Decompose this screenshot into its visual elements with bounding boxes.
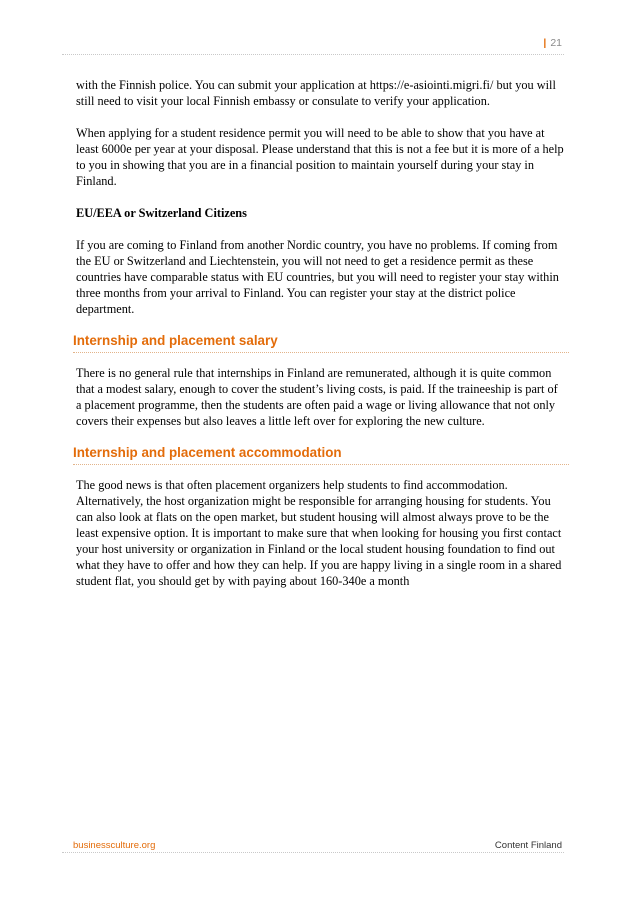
footer-section-title: Content Finland: [494, 840, 562, 851]
page-number-value: 21: [550, 37, 562, 49]
document-body: [73, 77, 566, 605]
header-rule: [62, 54, 564, 55]
paragraph-intro-2: When applying for a student residence permit you will need to be able to show that you have at least 6000e per year at your disposal. Please understand that this is not a fee but it is more of a help to you in showing that you are in a financial position to maintain yourself during your stay in Finland.: [76, 126, 564, 188]
footer-site-link[interactable]: businessculture.org: [73, 840, 156, 851]
footer-rule: [62, 852, 564, 853]
paragraph-intro-1: with the Finnish police. You can submit your application at https://e-asiointi.migri.fi/ but you will still need to visit your local Finnish embassy or consulate to verify your application.: [76, 78, 556, 108]
page-number-separator: |: [543, 37, 547, 49]
accommodation-paragraph: The good news is that often placement organizers help students to find accommodation. Alternatively, the host organization might be responsible for arranging housing for students. You can also look at flats on the open market, but student housing will almost always prove to be the least expensive option. It is important to make sure that when looking for housing you first contact your host university or organization in Finland or the local student housing foundation to find out what they have to offer and how they can help. If you are happy living in a single room in a shared student flat, you should get by with paying about 160-340e a month: [76, 478, 562, 588]
page-number: [543, 37, 562, 49]
eu-heading: EU/EEA or Switzerland Citizens: [76, 206, 247, 220]
accommodation-heading: Internship and placement accommodation: [73, 445, 569, 465]
salary-paragraph: There is no general rule that internships in Finland are remunerated, although it is quite common that a modest salary, enough to cover the student’s living costs, is paid. If the traineeship is part of a placement programme, then the students are often paid a wage or living allowance that not only covers their expenses but also leaves a little left over for exploring the new culture.: [76, 366, 558, 428]
salary-heading: Internship and placement salary: [73, 333, 569, 353]
eu-paragraph: If you are coming to Finland from another Nordic country, you have no problems. If coming from the EU or Switzerland and Liechtenstein, you will not need to get a residence permit as these countries have comparable status with EU countries, but you will need to register your stay within three months from your arrival to Finland. You can register your stay at the district police department.: [76, 238, 559, 316]
